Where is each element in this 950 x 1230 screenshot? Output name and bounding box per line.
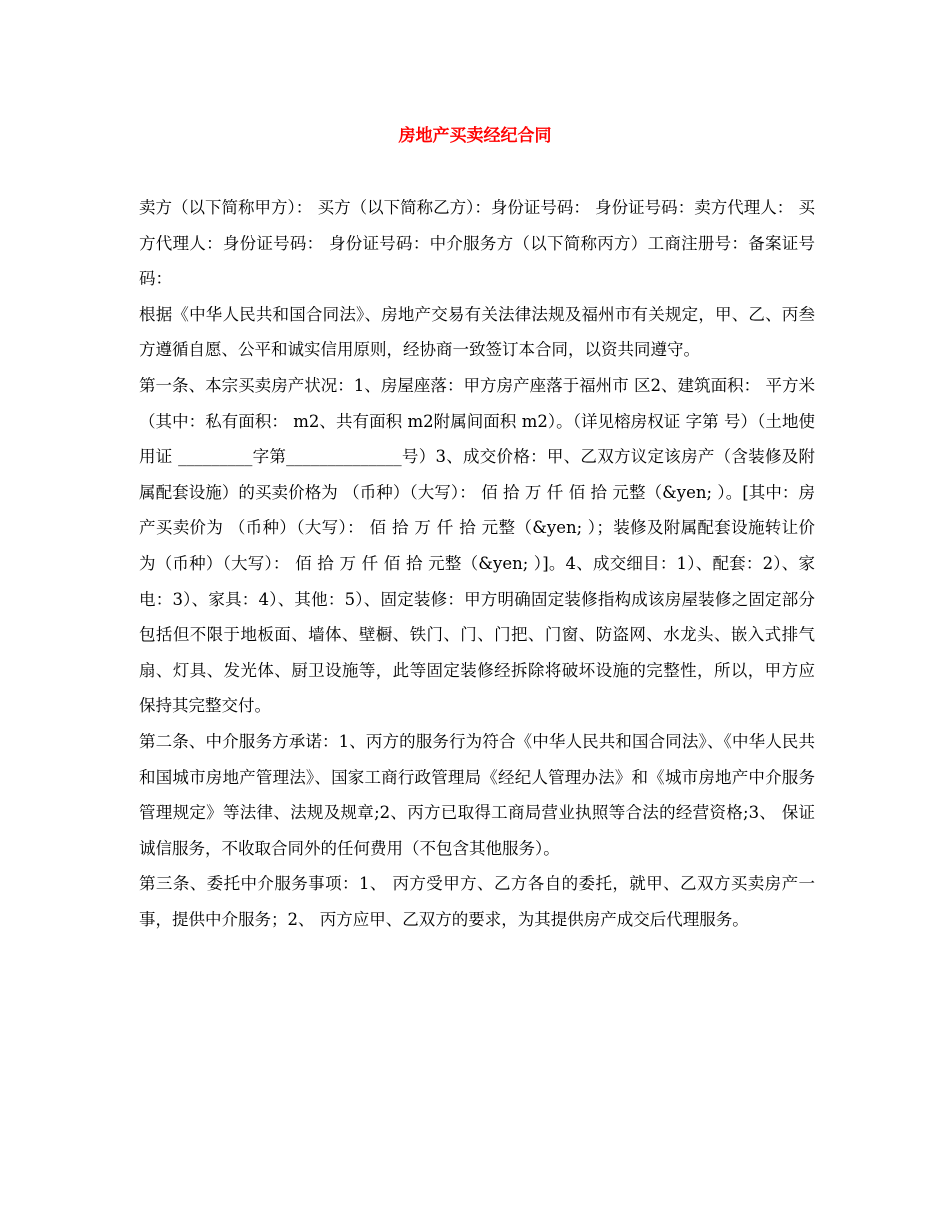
paragraph-article-1: 第一条、本宗买卖房产状况：1、房屋座落：甲方房产座落于福州市 区2、建筑面积： 平方米（其中：私有面积： m2、共有面积 m2附属间面积 m2）。（详见榕房权证 字第 号）（土地使用证 _________字第______________号）3、成交价格：甲、乙双方议定该房产（含装修及附属配套设施）的买卖价格为 （币种）（大写）： 佰 拾 万 仟 佰 拾 元整（&yen; ）。[其中：房产买卖价为 （币种）（大写）： 佰 拾 万 仟 拾 元整（&yen; ）；装修及附属配套设施转让价为（币种）（大写）： 佰 拾 万 仟 佰 拾 元整（&yen; ）]。4、成交细目：1）、配套：2）、家电：3）、家具：4）、其他：5）、固定装修：甲方明确固定装修指构成该房屋装修之固定部分包括但不限于地板面、墙体、壁橱、铁门、门、门把、门窗、防盗网、水龙头、嵌入式排气扇、灯具、发光体、厨卫设施等，此等固定装修经拆除将破坏设施的完整性，所以，甲方应保持其完整交付。 xyxy=(139,375,815,716)
document-title: 房地产买卖经纪合同 xyxy=(398,126,552,146)
paragraph-parties: 卖方（以下简称甲方）： 买方（以下简称乙方）：身份证号码： 身份证号码：卖方代理人： 买方代理人：身份证号码： 身份证号码：中介服务方（以下简称丙方）工商注册号：备案证号码： xyxy=(139,198,815,289)
document-body xyxy=(139,190,815,937)
paragraph-preamble: 根据《中华人民共和国合同法》、房地产交易有关法律法规及福州市有关规定，甲、乙、丙叁方遵循自愿、公平和诚实信用原则，经协商一致签订本合同，以资共同遵守。 xyxy=(139,304,815,360)
paragraph-article-2: 第二条、中介服务方承诺：1、丙方的服务行为符合《中华人民共和国合同法》、《中华人民共和国城市房地产管理法》、国家工商行政管理局《经纪人管理办法》和《城市房地产中介服务管理规定》等法律、法规及规章;2、丙方已取得工商局营业执照等合法的经营资格;3、 保证诚信服务，不收取合同外的任何费用（不包含其他服务）。 xyxy=(139,731,815,858)
paragraph-article-3: 第三条、委托中介服务事项：1、 丙方受甲方、乙方各自的委托，就甲、乙双方买卖房产一事，提供中介服务；2、 丙方应甲、乙双方的要求，为其提供房产成交后代理服务。 xyxy=(139,874,815,929)
